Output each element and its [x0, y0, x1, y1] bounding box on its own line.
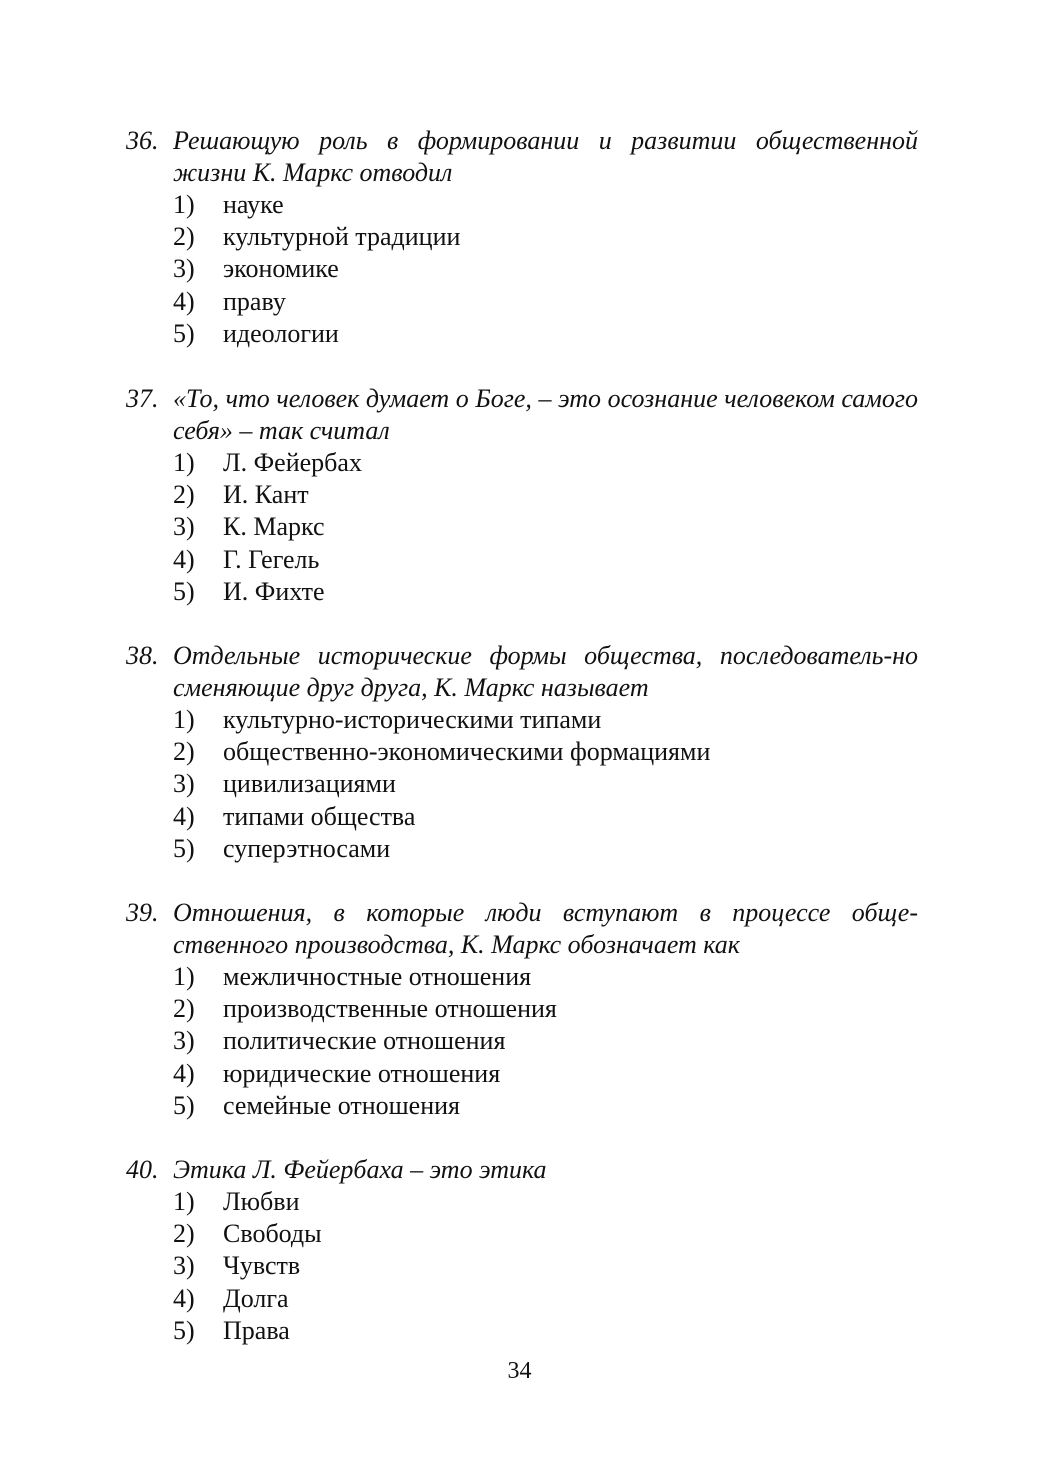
option-text: Права: [223, 1315, 290, 1345]
option-number: 5): [173, 1315, 195, 1345]
question-prompt: «То, что человек думает о Боге, – это осознание человеком самого себя» – так считал: [173, 384, 918, 445]
page-number: 34: [507, 1358, 532, 1384]
option-text: типами общества: [223, 801, 416, 831]
question-prompt: Отдельные исторические формы общества, последователь-но сменяющие друг друга, К. Маркс называет: [173, 641, 918, 702]
option-text: Свободы: [223, 1219, 322, 1249]
option-number: 2): [173, 994, 195, 1024]
option-number: 2): [173, 222, 195, 252]
answer-option: [126, 221, 918, 253]
question-text: [126, 125, 918, 189]
option-text: праву: [223, 286, 286, 316]
option-number: 3): [173, 512, 195, 542]
question-prompt: Этика Л. Фейербаха – это этика: [173, 1155, 547, 1184]
answer-option: [126, 253, 918, 285]
question-number: 39.: [126, 898, 159, 927]
option-number: 1): [173, 1187, 195, 1216]
option-number: 3): [173, 1251, 195, 1281]
answer-option: [126, 1218, 918, 1250]
option-number: 4): [173, 544, 195, 574]
answer-option: [126, 961, 918, 993]
option-text: Г. Гегель: [223, 544, 320, 574]
option-number: 4): [173, 1058, 195, 1088]
answer-option: [126, 318, 918, 350]
option-text: межличностные отношения: [223, 962, 532, 991]
answer-option: [126, 833, 918, 865]
question-40: [126, 1154, 918, 1347]
answer-option: [126, 544, 918, 576]
option-number: 5): [173, 833, 195, 863]
answer-option: [126, 768, 918, 800]
option-number: 1): [173, 705, 195, 734]
option-text: Чувств: [223, 1251, 301, 1281]
option-text: семейные отношения: [223, 1090, 461, 1120]
answer-option: [126, 801, 918, 833]
option-text: И. Кант: [223, 480, 309, 510]
option-text: производственные отношения: [223, 994, 557, 1024]
option-text: экономике: [223, 254, 339, 284]
option-number: 2): [173, 1219, 195, 1249]
option-text: Л. Фейербах: [223, 448, 362, 477]
answer-options: [126, 961, 918, 1122]
answer-option: [126, 704, 918, 736]
answer-option: [126, 576, 918, 608]
question-prompt: Решающую роль в формировании и развитии общественной жизни К. Маркс отводил: [173, 126, 918, 187]
question-number: 40.: [126, 1155, 159, 1184]
question-37: [126, 383, 918, 608]
option-number: 1): [173, 190, 195, 219]
question-text: [126, 383, 918, 447]
question-39: [126, 897, 918, 1122]
option-text: К. Маркс: [223, 512, 325, 542]
option-number: 5): [173, 318, 195, 348]
answer-option: [126, 1186, 918, 1218]
option-text: И. Фихте: [223, 576, 325, 606]
question-36: [126, 125, 918, 350]
answer-option: [126, 1090, 918, 1122]
option-number: 3): [173, 769, 195, 799]
option-text: юридические отношения: [223, 1058, 501, 1088]
answer-option: [126, 1283, 918, 1315]
question-text: [126, 1154, 918, 1186]
question-number: 36.: [126, 126, 159, 155]
answer-option: [126, 1025, 918, 1057]
option-number: 5): [173, 576, 195, 606]
option-number: 1): [173, 962, 195, 991]
question-number: 38.: [126, 641, 159, 670]
option-text: общественно-экономическими формациями: [223, 737, 711, 767]
option-number: 2): [173, 480, 195, 510]
option-text: идеологии: [223, 318, 339, 348]
option-text: политические отношения: [223, 1026, 506, 1056]
answer-option: [126, 189, 918, 221]
option-number: 5): [173, 1090, 195, 1120]
answer-options: [126, 189, 918, 350]
answer-option: [126, 479, 918, 511]
option-number: 4): [173, 1283, 195, 1313]
option-text: Долга: [223, 1283, 289, 1313]
question-prompt: Отношения, в которые люди вступают в процессе обще-ственного производства, К. Маркс обозначает как: [173, 898, 918, 959]
answer-options: [126, 704, 918, 865]
option-number: 4): [173, 286, 195, 316]
answer-options: [126, 447, 918, 608]
answer-option: [126, 1058, 918, 1090]
answer-option: [126, 447, 918, 479]
option-number: 4): [173, 801, 195, 831]
answer-option: [126, 993, 918, 1025]
option-text: культурной традиции: [223, 222, 461, 252]
answer-option: [126, 1250, 918, 1282]
question-text: [126, 640, 918, 704]
answer-option: [126, 1315, 918, 1347]
answer-option: [126, 511, 918, 543]
question-38: [126, 640, 918, 865]
option-number: 3): [173, 254, 195, 284]
question-number: 37.: [126, 384, 159, 413]
option-number: 1): [173, 448, 195, 477]
answer-options: [126, 1186, 918, 1347]
answer-option: [126, 286, 918, 318]
option-text: науке: [223, 190, 284, 219]
option-text: цивилизациями: [223, 769, 396, 799]
option-number: 3): [173, 1026, 195, 1056]
question-text: [126, 897, 918, 961]
answer-option: [126, 736, 918, 768]
option-text: суперэтносами: [223, 833, 391, 863]
option-number: 2): [173, 737, 195, 767]
option-text: культурно-историческими типами: [223, 705, 602, 734]
option-text: Любви: [223, 1187, 300, 1216]
